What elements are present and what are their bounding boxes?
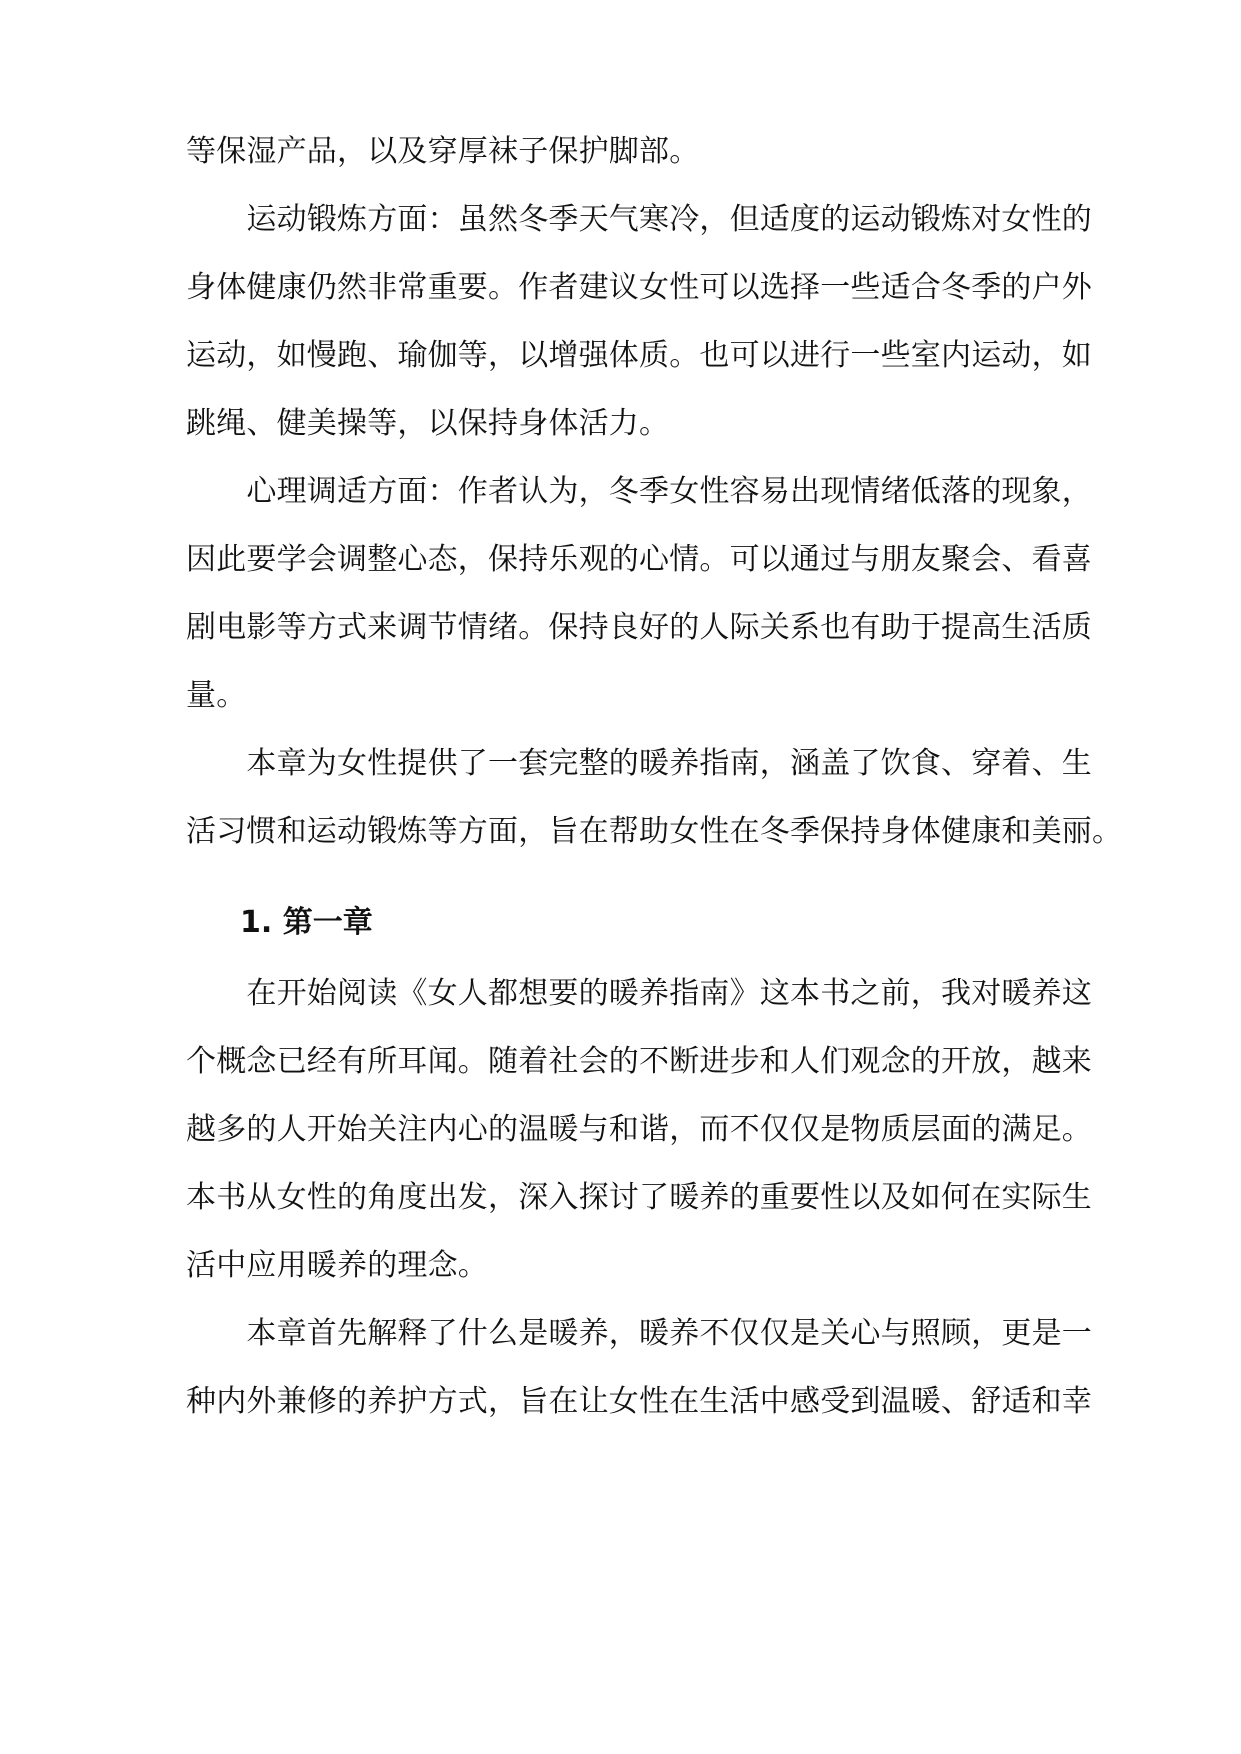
paragraph-line: 运动锻炼方面：虽然冬季天气寒冷，但适度的运动锻炼对女性的: [186, 202, 1092, 237]
paragraph-line: 因此要学会调整心态，保持乐观的心情。可以通过与朋友聚会、看喜: [186, 542, 1092, 577]
paragraph-line: 种内外兼修的养护方式，旨在让女性在生活中感受到温暖、舒适和幸: [186, 1384, 1092, 1419]
paragraph-line: 身体健康仍然非常重要。作者建议女性可以选择一些适合冬季的户外: [186, 270, 1092, 305]
paragraph-line: 跳绳、健美操等，以保持身体活力。: [186, 406, 670, 441]
paragraph-line: 活中应用暖养的理念。: [186, 1248, 488, 1283]
paragraph-line: 本书从女性的角度出发，深入探讨了暖养的重要性以及如何在实际生: [186, 1180, 1092, 1215]
paragraph-line: 本章为女性提供了一套完整的暖养指南，涵盖了饮食、穿着、生: [186, 746, 1092, 781]
paragraph-line: 本章首先解释了什么是暖养，暖养不仅仅是关心与照顾，更是一: [186, 1316, 1092, 1351]
paragraph-line: 运动，如慢跑、瑜伽等，以增强体质。也可以进行一些室内运动，如: [186, 338, 1092, 373]
paragraph-line: 活习惯和运动锻炼等方面，旨在帮助女性在冬季保持身体健康和美丽。: [186, 814, 1123, 849]
paragraph-line: 剧电影等方式来调节情绪。保持良好的人际关系也有助于提高生活质: [186, 610, 1092, 645]
paragraph-line: 个概念已经有所耳闻。随着社会的不断进步和人们观念的开放，越来: [186, 1044, 1092, 1079]
paragraph-line: 心理调适方面：作者认为，冬季女性容易出现情绪低落的现象，: [186, 474, 1092, 509]
paragraph-line: 量。: [186, 678, 247, 713]
paragraph-line: 在开始阅读《女人都想要的暖养指南》这本书之前，我对暖养这: [186, 976, 1092, 1011]
section-heading: 1. 第一章: [240, 905, 373, 940]
paragraph-line: 等保湿产品，以及穿厚袜子保护脚部。: [186, 134, 700, 169]
paragraph-line: 越多的人开始关注内心的温暖与和谐，而不仅仅是物质层面的满足。: [186, 1112, 1092, 1147]
